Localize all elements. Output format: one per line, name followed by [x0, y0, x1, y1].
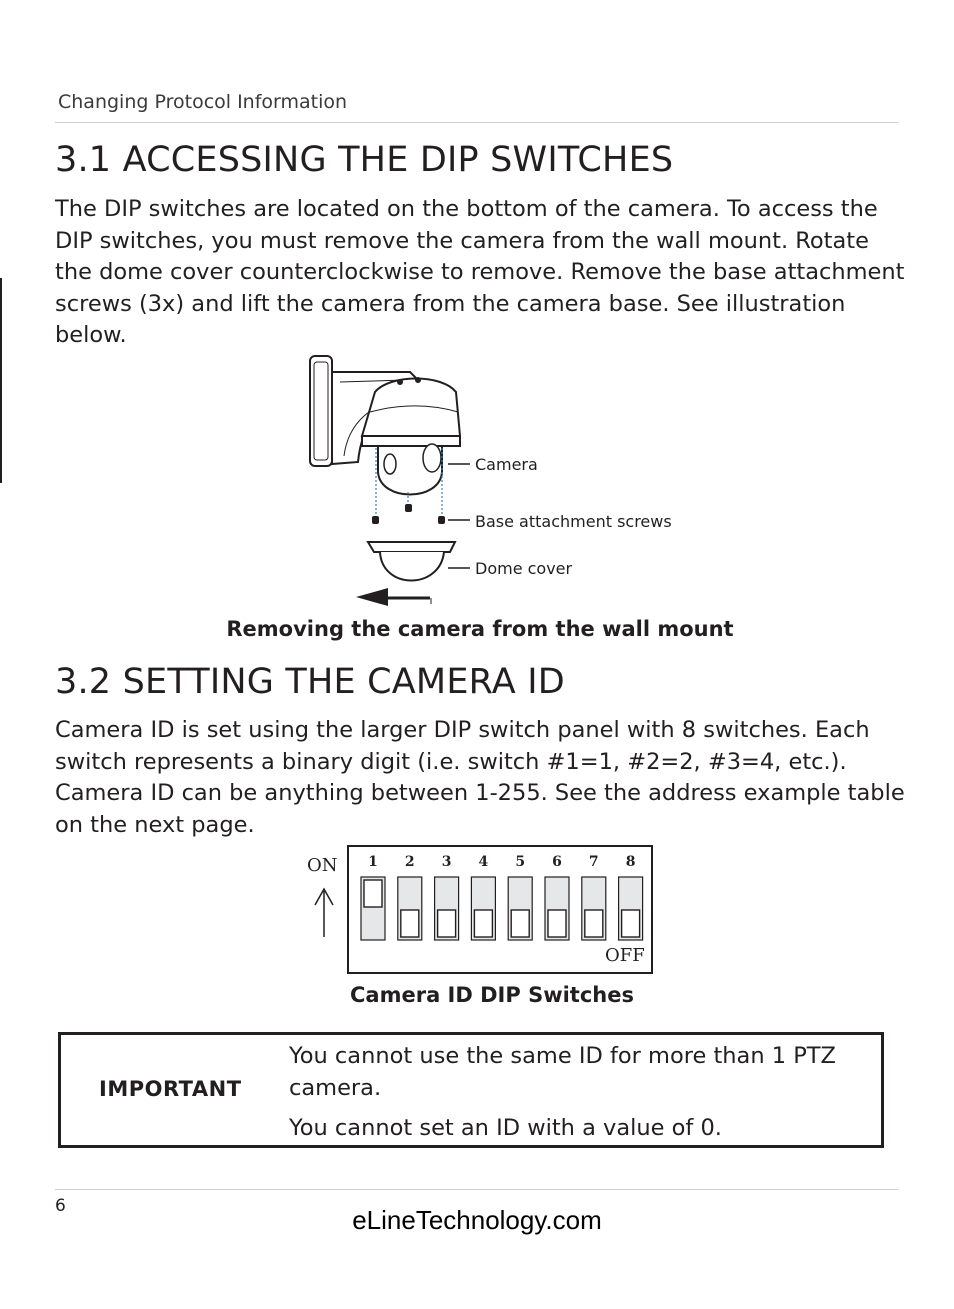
switch-number-label: 7 [588, 854, 599, 870]
dip-switch-6[interactable] [545, 877, 569, 940]
screw-icon [372, 516, 379, 524]
switch-toggle[interactable] [364, 880, 382, 907]
switch-number-label: 5 [515, 854, 526, 870]
switch-toggle[interactable] [548, 910, 566, 937]
running-header: Changing Protocol Information [58, 91, 348, 113]
section-paragraph: Camera ID is set using the larger DIP switch panel with 8 switches. Each switch represents a binary digit (i.e. switch #1=1, #2=2, #3=4, etc.). Camera ID can be anything between 1-255. See the address example table on the next page. [55, 717, 905, 838]
switch-number-label: 8 [625, 854, 636, 870]
label-camera: Camera [475, 455, 538, 474]
figure-caption-dip-switches: Camera ID DIP Switches [350, 983, 634, 1007]
section-paragraph: The DIP switches are located on the bottom of the camera. To access the DIP switches, you must remove the camera from the wall mount. Rotate the dome cover counterclockwise to remove. Remove the base attachment screws (3x) and lift the camera from the camera base. See illustration below. [55, 196, 905, 348]
dip-switch-4[interactable] [471, 877, 495, 940]
margin-bar [0, 278, 2, 483]
switch-toggle[interactable] [474, 910, 492, 937]
dip-switch-5[interactable] [508, 877, 532, 940]
label-dome-cover: Dome cover [475, 559, 573, 578]
switch-number-label: 4 [478, 854, 489, 870]
section-heading-dip-switches: 3.1 ACCESSING THE DIP SWITCHES [55, 140, 674, 180]
counterclockwise-arrow-icon [356, 588, 431, 606]
dip-switch-8[interactable] [619, 877, 643, 940]
footer-divider [55, 1189, 898, 1190]
switch-toggle[interactable] [622, 910, 640, 937]
switch-number-label: 1 [368, 854, 378, 870]
switch-toggle[interactable] [585, 910, 603, 937]
dip-switch-2[interactable] [398, 877, 422, 940]
figure-caption-removal: Removing the camera from the wall mount [226, 617, 734, 641]
wall-plate [310, 356, 332, 466]
dip-switch-3[interactable] [435, 877, 459, 940]
switch-toggle[interactable] [511, 910, 529, 937]
label-base-attachment-screws: Base attachment screws [475, 512, 672, 531]
switch-number-label: 6 [552, 854, 562, 870]
up-arrow-icon [315, 889, 333, 937]
off-label: OFF [605, 945, 645, 966]
switch-number-label: 2 [404, 854, 415, 870]
footer-website: eLineTechnology.com [352, 1205, 602, 1235]
section-heading-camera-id: 3.2 SETTING THE CAMERA ID [55, 662, 565, 702]
important-message: You cannot use the same ID for more than 1 PTZ camera. [289, 1043, 836, 1101]
important-notice [58, 1032, 884, 1148]
page-number: 6 [55, 1196, 66, 1216]
important-label: IMPORTANT [99, 1077, 242, 1101]
dome-cover [368, 542, 455, 552]
dip-switch-7[interactable] [582, 877, 606, 940]
camera-removal-illustration [300, 352, 680, 610]
dip-switch-1[interactable] [361, 877, 385, 940]
on-label: ON [307, 855, 338, 876]
header-divider [55, 122, 898, 123]
screw-icon [438, 516, 445, 524]
dip-switch-illustration [300, 843, 660, 978]
switch-toggle[interactable] [438, 910, 456, 937]
important-message: You cannot set an ID with a value of 0. [289, 1115, 722, 1141]
switch-toggle[interactable] [401, 910, 419, 937]
screw-icon [405, 504, 412, 512]
switch-number-label: 3 [441, 854, 452, 870]
